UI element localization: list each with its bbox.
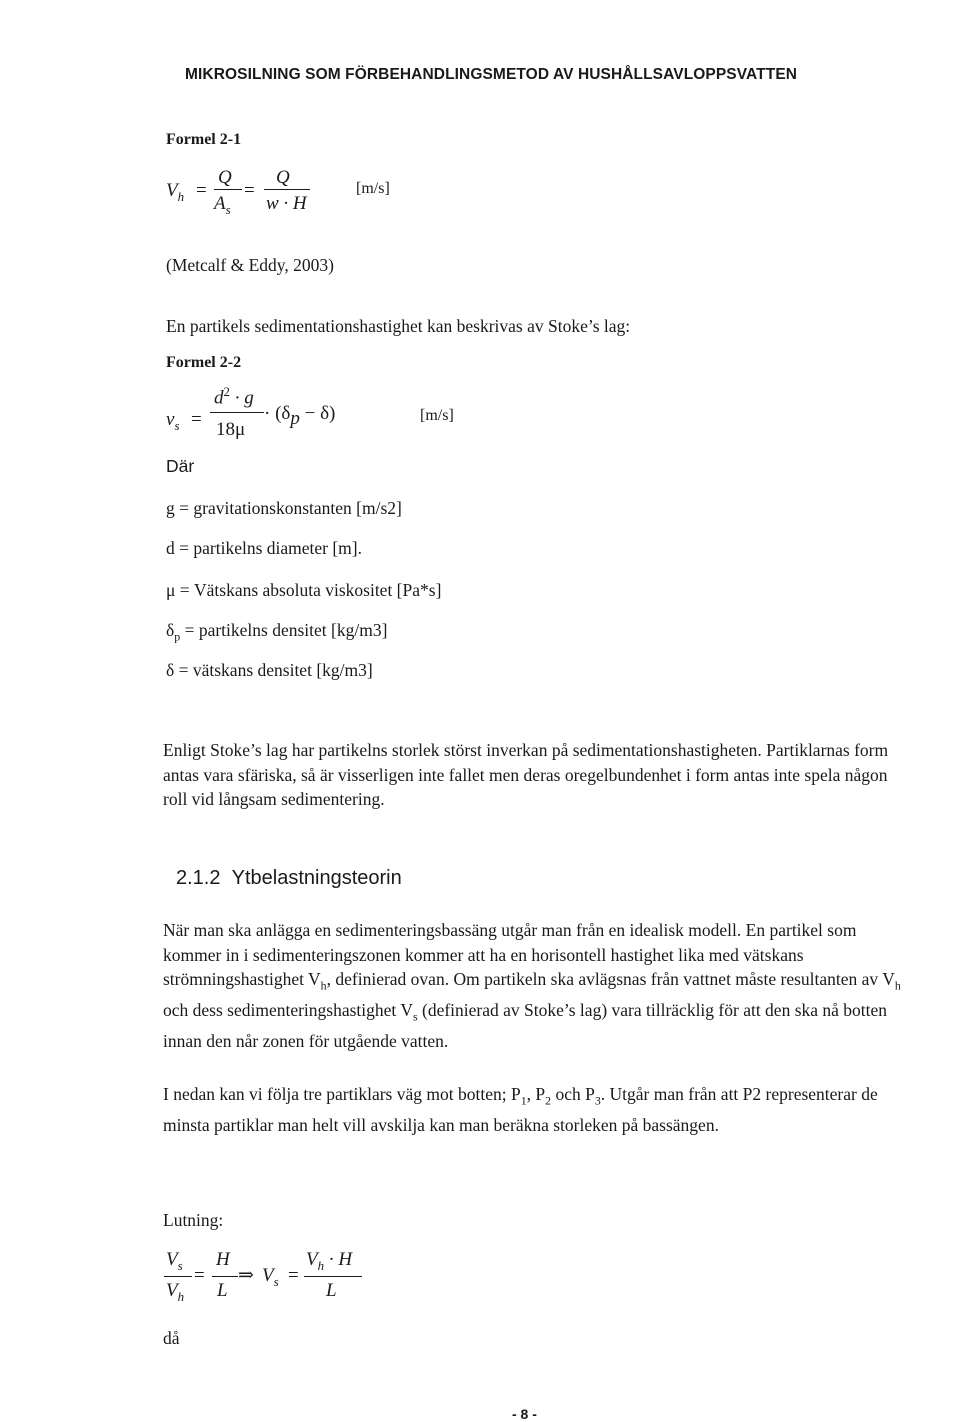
formula-label-2-1: Formel 2-1: [166, 131, 242, 148]
stokes-intro: En partikels sedimentationshastighet kan beskrivas av Stoke’s lag:: [166, 316, 631, 336]
formula-2-1-unit: [m/s]: [356, 180, 390, 197]
formula-2-1-fraction-bar: [214, 189, 242, 190]
citation: (Metcalf & Eddy, 2003): [166, 255, 334, 275]
slope-fraction-bar: [164, 1276, 192, 1277]
running-header: MIKROSILNING SOM FÖRBEHANDLINGSMETOD AV HUSHÅLLSAVLOPPSVATTEN: [185, 66, 798, 83]
formula-2-2-lhs: $v_s$: [166, 409, 180, 433]
formula-2-1-equals: =: [244, 180, 255, 201]
paragraph-ideal-model: När man ska anlägga en sedimenteringsbassäng utgår man från en idealisk modell. En partikel som kommer in i sedimenteringszonen kommer att ha en horisontell hastighet lika med vätskans strömningshastighet $V_h$, definierad ovan. Om partikeln ska avlägsnas från vattnet måste resultanten av $V_h$ och dess sedimenteringshastighet $V_s$ (definierad av Stoke’s lag) vara tillräcklig för att den ska nå botten innan den når zonen för utgående vatten.: [163, 920, 901, 1051]
formula-2-1-equals: =: [196, 180, 207, 201]
definition-g: g = gravitationskonstanten [m/s2]: [166, 498, 402, 518]
formula-2-1-denominator: $A_s$: [214, 193, 231, 217]
slope-label: Lutning:: [163, 1210, 224, 1230]
definition-d: d = partikelns diameter [m].: [166, 538, 362, 558]
slope-denominator: $V_h$: [166, 1280, 185, 1304]
formula-2-1-lhs: $V_h$: [166, 180, 185, 204]
formula-2-1-fraction-bar: [264, 189, 310, 190]
formula-2-1-numerator: Q: [218, 167, 232, 188]
formula-label-2-2: Formel 2-2: [166, 354, 242, 371]
slope-fraction-bar: [212, 1276, 238, 1277]
definition-mu: μ = Vätskans absoluta viskositet [Pa*s]: [166, 580, 442, 600]
page-number: - 8 -: [512, 1406, 537, 1422]
section-title: Ytbelastningsteorin: [231, 867, 402, 889]
definition-delta-p: $\delta_p$ = partikelns densitet [kg/m3]: [166, 620, 388, 644]
slope-denominator: L: [326, 1280, 337, 1301]
formula-2-2-density-factor: · $(\delta_p - \delta)$: [264, 403, 336, 429]
section-heading: [176, 867, 402, 890]
slope-numerator: H: [216, 1249, 230, 1270]
slope-equals: =: [194, 1265, 205, 1286]
slope-result-lhs: $V_s$: [262, 1265, 279, 1289]
da-label: då: [163, 1328, 180, 1348]
formula-2-1-denominator: w · H: [266, 193, 307, 214]
formula-2-2-unit: [m/s]: [420, 407, 454, 424]
formula-2-2-equals: =: [191, 409, 202, 430]
slope-denominator: L: [217, 1280, 228, 1301]
formula-2-1-numerator: Q: [276, 167, 290, 188]
paragraph-particles: I nedan kan vi följa tre partiklars väg mot botten; $P_1$, $P_2$ och $P_3$. Utgår man från att P2 representerar de minsta partiklar man helt vill avskilja kan man beräkna storleken på bassängen.: [163, 1084, 878, 1135]
formula-2-2-denominator: 18μ: [216, 419, 246, 440]
slope-numerator: $V_s$: [166, 1249, 183, 1273]
slope-fraction-bar: [304, 1276, 362, 1277]
implies-symbol: ⇒: [238, 1265, 254, 1286]
section-number: 2.1.2: [176, 867, 221, 889]
slope-numerator: $V_h \cdot H$: [306, 1249, 353, 1273]
slope-equals: =: [288, 1265, 299, 1286]
formula-2-2-numerator: $d^2 \cdot g$: [214, 384, 254, 409]
paragraph-stokes: Enligt Stoke’s lag har partikelns storlek störst inverkan på sedimentationshastigheten. Partiklarnas form antas vara sfäriska, så är visserligen inte fallet men deras oregelbundenhet i form antas inte spela någon roll vid långsam sedimentering.: [163, 740, 889, 809]
where-label: Där: [166, 456, 195, 476]
formula-2-2-fraction-bar: [210, 412, 264, 413]
definition-delta: δ = vätskans densitet [kg/m3]: [166, 660, 373, 680]
